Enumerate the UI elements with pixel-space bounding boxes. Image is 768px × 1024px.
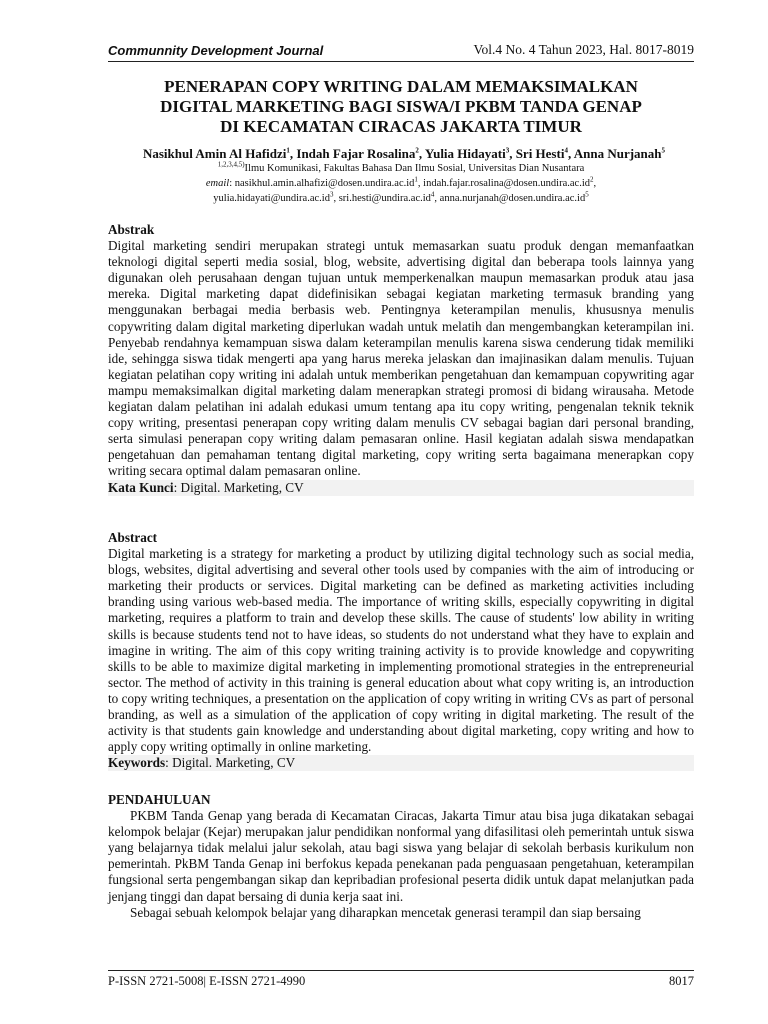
issn-text: P-ISSN 2721-5008| E-ISSN 2721-4990 bbox=[108, 974, 306, 988]
author-name: Sri Hesti bbox=[515, 146, 565, 161]
author-list: Nasikhul Amin Al Hafidzi$^1$, Indah Fajar Rosalina$^2$, Yulia Hidayati$^3$, Sri Hesti$^4$, Anna Nurjanah$^5$ bbox=[142, 146, 666, 161]
email-address: indah.fajar.rosalina@dosen.undira.ac.id bbox=[423, 178, 590, 189]
kata-kunci-value: : Digital. Marketing, CV bbox=[173, 479, 304, 495]
pendahuluan-heading: PENDAHULUAN bbox=[108, 792, 211, 807]
page-number: 8017 bbox=[669, 974, 694, 988]
email-label: email bbox=[205, 178, 230, 189]
abstrak-body: Digital marketing sendiri merupakan strategi untuk memasarkan suatu produk dengan memanfaatkan teknologi digital seperti media sosial, blog, website, advertising digital dan beberapa tools lainnya yang digunakan oleh perusahaan dengan tujuan untuk memperkenalkan maupun memasarkan produk atau jasa mereka. Digital marketing dapat didefinisikan sebagai kegiatan marketing termasuk branding yang menggunakan berbagai media berbasis web. Pentingnya keterampilan menulis, khususnya menulis copywriting dalam digital marketing diperlukan wadah untuk melatih dan mengembangkan keterampilan ini. Penyebab rendahnya kemampuan siswa dalam keterampilan menulis karena siswa cenderung tidak memiliki ide, sehingga siswa tidak mengerti apa yang harus mereka jelaskan dan imajinasikan dalam menulis. Tujuan kegiatan pelatihan copy writing ini adalah untuk memberikan pengetahuan dan kemampuan copywriting agar mampu memaksimalkan digital marketing dalam menerapkan strategi promosi di bidang wirausaha. Metode kegiatan dalam pelatihan ini adalah edukasi umum tentang apa itu copy writing, pengenalan teknik teknik copy writing, presentasi penerapan copy writing dalam menulis CV sebagai bagian dari personal branding, serta simulasi penerapan copy writing dalam pemasaran online. Hasil kegiatan adalah siswa mendapatkan pengetahuan dan pemahaman tentang digital marketing, copy writing serta bagaimana menerapkan copy writing secara optimal dalam pemasaran online. bbox=[108, 238, 694, 479]
author-name: Yulia Hidayati bbox=[424, 146, 506, 161]
author-sup: 4 bbox=[564, 146, 568, 155]
email-address: yulia.hidayati@undira.ac.id bbox=[213, 193, 330, 204]
abstract-section bbox=[108, 530, 694, 771]
affiliation-line bbox=[108, 161, 694, 176]
author-sup: 5 bbox=[661, 146, 666, 155]
abstrak-heading: Abstrak bbox=[108, 222, 155, 237]
affiliation-block bbox=[108, 161, 694, 206]
running-header bbox=[108, 40, 694, 62]
author-name: Indah Fajar Rosalina bbox=[296, 146, 416, 161]
email-address: nasikhul.amin.alhafizi@dosen.undira.ac.id bbox=[234, 178, 415, 189]
author-sup: 1 bbox=[286, 146, 290, 155]
pendahuluan-paragraph: PKBM Tanda Genap yang berada di Kecamatan Ciracas, Jakarta Timur atau bisa juga dikatakan sebagai kelompok belajar (Kejar) merupakan jalur pendidikan nonformal yang difasilitasi oleh pemerintah untuk siswa yang belajarnya tidak melalui jalur sekolah, atau bagi siswa yang belajar di sekolah berbasis kurikulum non pemerintah. PkBM Tanda Genap ini berfokus kepada penekanan pada penguasaan pengetahuan, keterampilan fungsional serta pengembangan sikap dan kepribadian profesional peserta didik untuk dapat melanjutkan pada jenjang tinggi dan dapat bersaing di dunia kerja saat ini. bbox=[108, 808, 694, 904]
paper-title bbox=[108, 77, 694, 137]
title-line: DIGITAL MARKETING BAGI SISWA/I PKBM TANDA GENAP bbox=[160, 97, 642, 116]
keywords-value: : Digital. Marketing, CV bbox=[165, 755, 296, 771]
abstract-heading: Abstract bbox=[108, 530, 158, 545]
title-line: PENERAPAN COPY WRITING DALAM MEMAKSIMALKAN bbox=[164, 77, 638, 96]
page-footer bbox=[108, 970, 694, 989]
email-line: $yulia.hidayati@undira.ac.id^3$, $sri.hesti@undira.ac.id^4$, $anna.nurjanah@dosen.undira.ac.id^5$ bbox=[213, 190, 589, 204]
pendahuluan-paragraph: Sebagai sebuah kelompok belajar yang diharapkan mencetak generasi terampil dan siap bersaing bbox=[130, 904, 641, 920]
affiliation-sup: 1,2,3,4,5) bbox=[217, 160, 245, 169]
author-sup: 2 bbox=[415, 146, 419, 155]
email-line: email: $nasikhul.amin.alhafizi@dosen.undira.ac.id^1$, $indah.fajar.rosalina@dosen.undira.ac.id^2$, bbox=[205, 175, 597, 189]
author-name: Nasikhul Amin Al Hafidzi bbox=[142, 146, 287, 161]
abstrak-section bbox=[108, 222, 694, 496]
abstract-body: Digital marketing is a strategy for marketing a product by utilizing digital technology such as social media, blogs, websites, digital advertising and several other tools used by companies with the aim of introducing or marketing their products or services. Digital marketing can be defined as marketing activities including branding using various web-based media. The importance of writing skills, especially copywriting in digital marketing, requires a platform to train and develop these skills. The cause of students' low ability in writing skills is because students tend not to have ideas, so students do not understand what they have to explain and imagine in writing. The aim of this copy writing training activity is to provide knowledge and copywriting skills to be able to maximize digital marketing in implementing promotional strategies in the entrepreneurial sector. The method of activity in this training is general education about what copy writing is, an introduction to copy writing techniques, a presentation on the application of copy writing in writing CVs as part of personal branding, as well as a simulation of the application of copy writing in digital marketing. The result of the activity is that students gain knowledge and understanding about digital marketing, copy writing and how to apply copy writing optimally in online marketing. bbox=[108, 546, 694, 755]
kata-kunci-row bbox=[108, 480, 694, 496]
journal-name: Communnity Development Journal bbox=[108, 43, 324, 58]
title-line: DI KECAMATAN CIRACAS JAKARTA TIMUR bbox=[220, 117, 582, 136]
pendahuluan-section bbox=[108, 792, 694, 921]
keywords-row bbox=[108, 755, 694, 771]
email-address: anna.nurjanah@dosen.undira.ac.id bbox=[439, 193, 586, 204]
kata-kunci-label: Kata Kunci bbox=[108, 479, 174, 495]
affiliation-text: Ilmu Komunikasi, Fakultas Bahasa Dan Ilmu Sosial, Universitas Dian Nusantara bbox=[244, 163, 585, 174]
keywords-label: Keywords bbox=[108, 755, 166, 771]
issue-info: Vol.4 No. 4 Tahun 2023, Hal. 8017-8019 bbox=[473, 42, 694, 57]
email-address: sri.hesti@undira.ac.id bbox=[338, 193, 431, 204]
author-sup: 3 bbox=[505, 146, 510, 155]
author-name: Anna Nurjanah bbox=[573, 146, 662, 161]
